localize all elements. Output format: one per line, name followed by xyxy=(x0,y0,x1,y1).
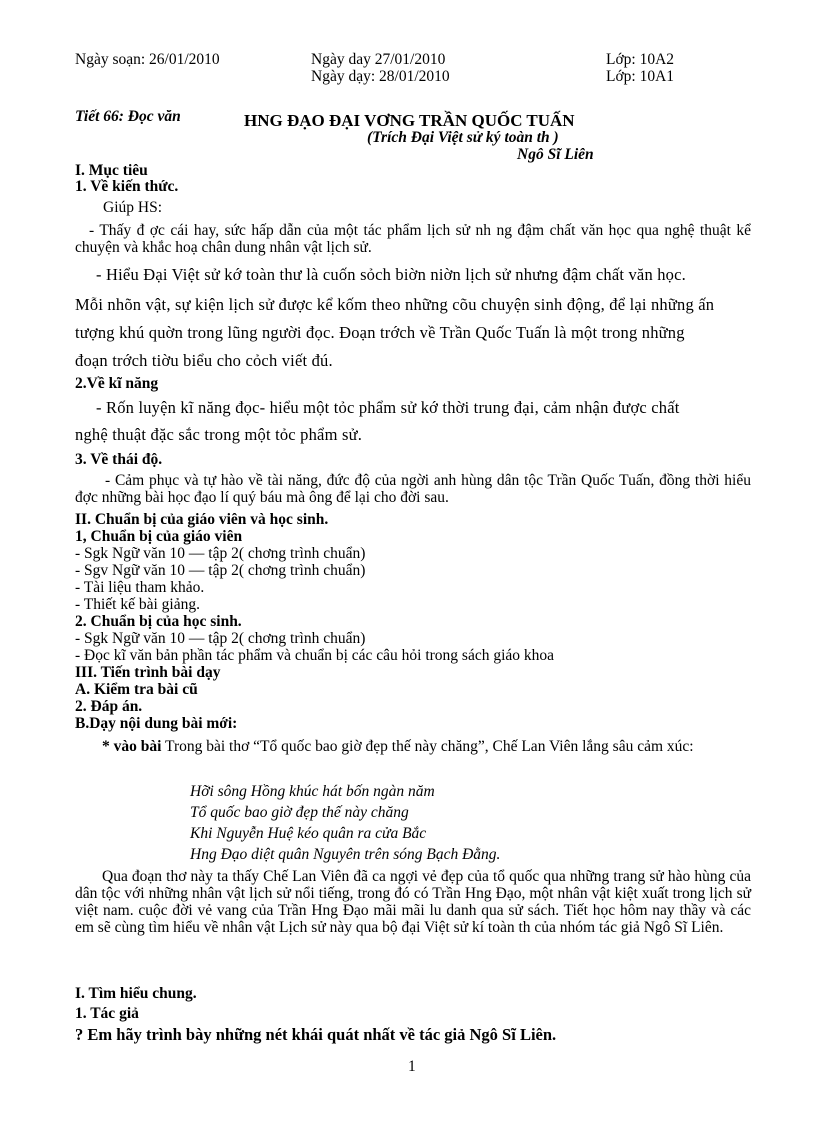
subsection-heading: 1, Chuẩn bị của giáo viên xyxy=(75,528,243,545)
paragraph xyxy=(75,738,751,755)
subsection-heading: B.Dạy nội dung bài mới: xyxy=(75,715,238,732)
list-item: - Sgv Ngữ văn 10 — tập 2( chơng trình chuẩn) xyxy=(75,562,366,579)
list-item: - Tài liệu tham khảo. xyxy=(75,579,205,596)
poem-line: Tổ quốc bao giờ đẹp thế này chăng xyxy=(190,804,409,821)
paragraph-line: tượng khú quờn trong lũng người đọc. Đoạn trớch về Trần Quốc Tuấn là một trong những xyxy=(75,323,685,342)
list-item: - Sgk Ngữ văn 10 — tập 2( chơng trình chuẩn) xyxy=(75,630,366,647)
subsection-heading: A. Kiểm tra bài cũ xyxy=(75,681,198,698)
paragraph-line: - Hiểu Đại Việt sử kớ toàn thư là cuốn sỏch biờn niờn lịch sử nhưng đậm chất văn học. xyxy=(96,265,686,284)
section-heading: I. Tìm hiểu chung. xyxy=(75,985,197,1002)
paragraph: Giúp HS: xyxy=(103,199,162,216)
poem-line: Hỡi sông Hồng khúc hát bốn ngàn năm xyxy=(190,783,435,800)
lesson-label: Tiết 66: Đọc văn xyxy=(75,108,181,125)
subsection-heading: 3. Về thái độ. xyxy=(75,451,163,468)
list-item: - Đọc kĩ văn bản phần tác phẩm và chuẩn bị các câu hỏi trong sách giáo khoa xyxy=(75,647,555,664)
list-item: - Sgk Ngữ văn 10 — tập 2( chơng trình chuẩn) xyxy=(75,545,366,562)
paragraph: - Thấy đ ợc cái hay, sức hấp dẫn của một tác phẩm lịch sử nh ng đậm chất văn học qua nghệ thuật kể chuyện và khắc hoạ chân dung nhân vật lịch sử. xyxy=(75,222,751,256)
subsection-heading: 2.Về kĩ năng xyxy=(75,375,159,392)
author-name: Ngô Sĩ Liên xyxy=(517,146,594,163)
class-1: Lớp: 10A2 xyxy=(606,51,675,68)
page-title: HNG ĐẠO ĐẠI VƠNG TRẦN QUỐC TUẤN xyxy=(244,111,575,130)
paragraph: Qua đoạn thơ này ta thấy Chế Lan Viên đã ca ngợi vẻ đẹp của tổ quốc qua những trang sử hào hùng của dân tộc với những nhân vật lịch sử nổi tiếng, trong đó có Trần Hng Đạo, một nhân vật kiệt xuất trong lịch sử việt nam. cuộc đời vẻ vang của Trần Hng Đạo mãi mãi lu danh qua sử sách. Tiết học hôm nay thầy và các em sẽ cùng tìm hiểu về nhân vật Lịch sử này qua bộ đại Việt sử kí toàn th của nhóm tác giả Ngô Sĩ Liên. xyxy=(75,868,751,936)
section-heading: I. Mục tiêu xyxy=(75,162,148,179)
subsection-heading: 1. Tác giả xyxy=(75,1005,139,1022)
page-number: 1 xyxy=(408,1058,416,1075)
subsection-heading: 2. Chuẩn bị của học sinh. xyxy=(75,613,242,630)
subsection-heading: 2. Đáp án. xyxy=(75,698,143,715)
date-taught-2: Ngày dạy: 28/01/2010 xyxy=(311,68,450,85)
poem-line: Khi Nguyễn Huệ kéo quân ra cửa Bắc xyxy=(190,825,427,842)
date-taught-1: Ngày day 27/01/2010 xyxy=(311,51,446,68)
class-2: Lớp: 10A1 xyxy=(606,68,675,85)
poem-line: Hng Đạo diệt quân Nguyên trên sóng Bạch Đằng. xyxy=(190,846,501,863)
paragraph: - Cảm phục và tự hào về tài năng, đức độ của ngời anh hùng dân tộc Trần Quốc Tuấn, đồng thời hiểu đợc những bài học đạo lí quý báu mà ông để lại cho đời sau. xyxy=(75,472,751,506)
section-heading: II. Chuẩn bị của giáo viên và học sinh. xyxy=(75,511,329,528)
paragraph-line: đoạn trớch tiờu biểu cho cỏch viết đú. xyxy=(75,351,333,370)
date-prepared: Ngày soạn: 26/01/2010 xyxy=(75,51,220,68)
paragraph-line: nghệ thuật đặc sắc trong một tỏc phẩm sử. xyxy=(75,425,363,444)
paragraph-line: - Rốn luyện kĩ năng đọc- hiểu một tỏc phẩm sử kớ thời trung đại, cảm nhận được chất xyxy=(96,398,680,417)
question: ? Em hãy trình bày những nét khái quát nhất về tác giả Ngô Sĩ Liên. xyxy=(75,1025,557,1044)
list-item: - Thiết kế bài giảng. xyxy=(75,596,200,613)
page-subtitle: (Trích Đại Việt sử ký toàn th ) xyxy=(367,129,559,146)
intro-label: * vào bài xyxy=(102,738,162,755)
subsection-heading: 1. Về kiến thức. xyxy=(75,178,179,195)
section-heading: III. Tiến trình bài dạy xyxy=(75,664,221,681)
intro-text: Trong bài thơ “Tổ quốc bao giờ đẹp thế này chăng”, Chế Lan Viên lắng sâu cảm xúc: xyxy=(161,738,694,755)
paragraph-line: Mỗi nhõn vật, sự kiện lịch sử được kể kốm theo những cõu chuyện sinh động, để lại những ấn xyxy=(75,295,715,314)
